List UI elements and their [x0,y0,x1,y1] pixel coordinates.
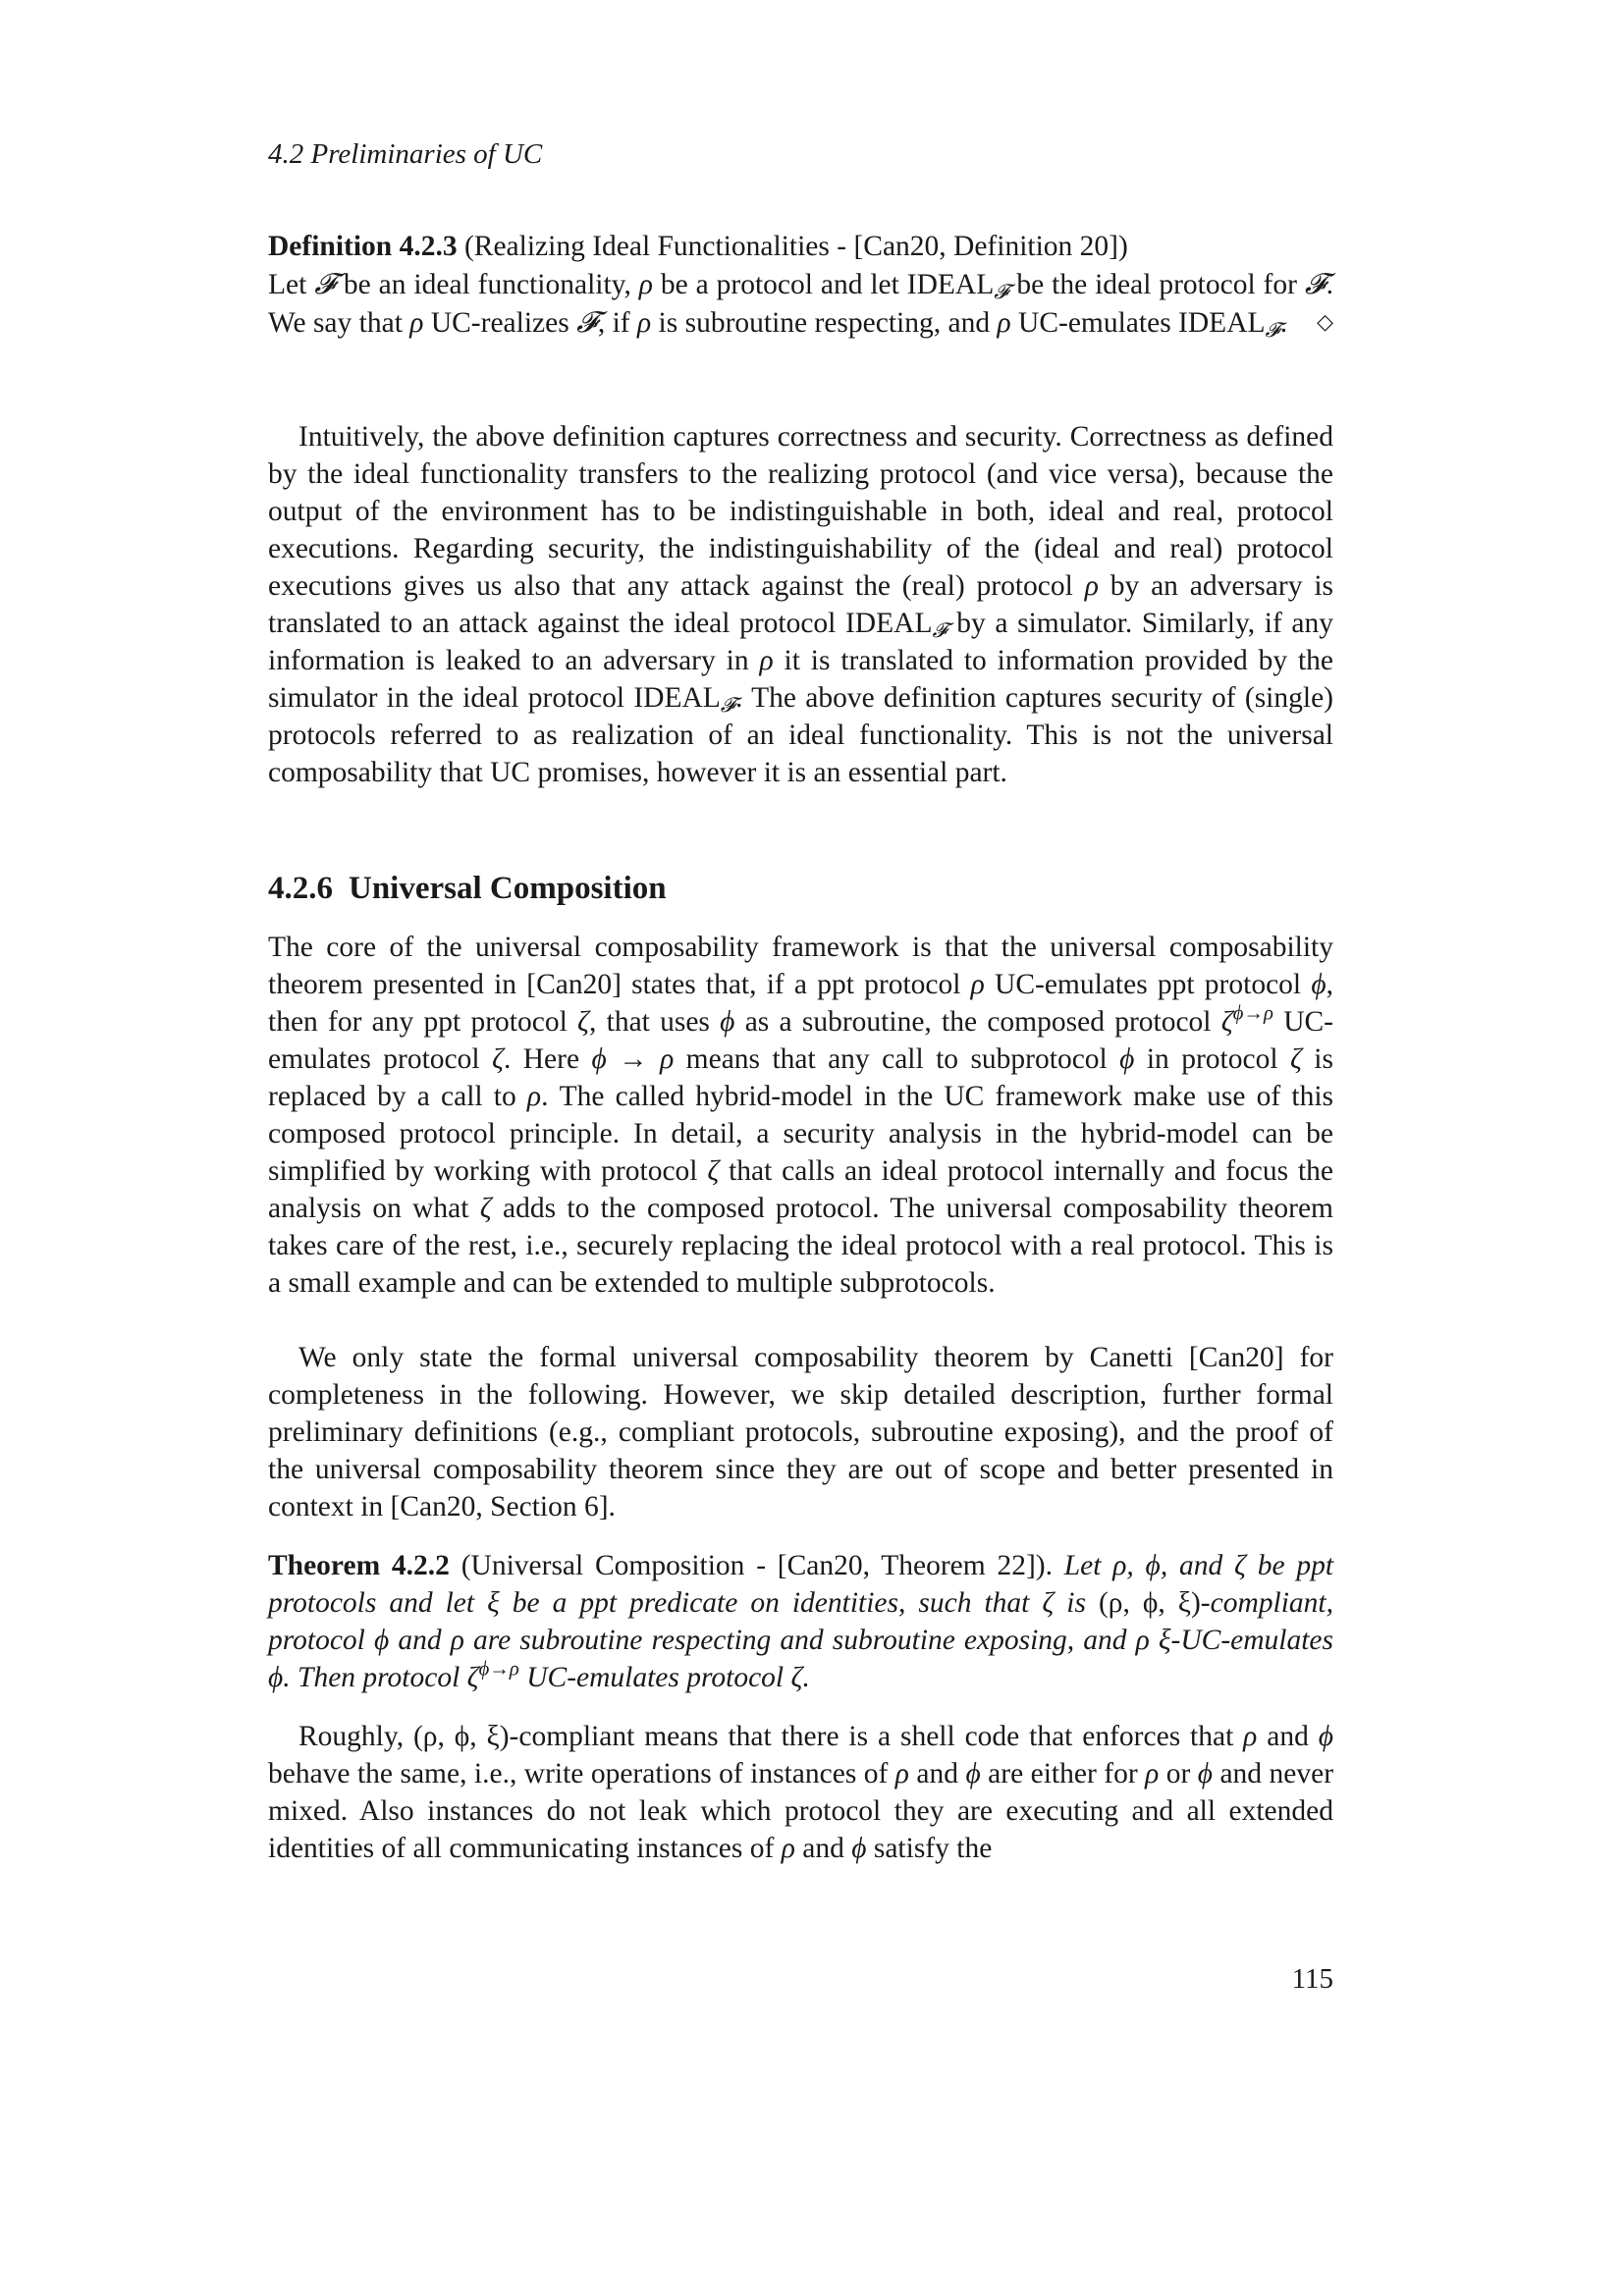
para-text: that calls an ideal protocol internally and focus the analysis on what [268,1155,1333,1224]
math-xi: ξ [1158,1625,1171,1656]
definition-end-mark: ◇ [1317,309,1333,334]
paragraph-intuition [268,418,1333,791]
para-text: Roughly, [298,1721,413,1752]
para-text: by a simulator. Similarly, if any information is leaked to an adversary in [268,608,1334,676]
definition-label: Definition 4.2.3 [268,231,458,262]
math-rho: ρ [1145,1758,1160,1789]
math-triple: (ρ, ϕ, ξ) [1098,1587,1201,1619]
thm-text: -compliant, protocol [268,1587,1333,1656]
math-F-sub: 𝓕 [720,693,736,718]
def-text: . We say that [268,269,1334,339]
math-rho: ρ [1243,1721,1258,1752]
thm-text: . Then protocol [283,1662,467,1693]
math-rho: ρ [637,307,652,339]
math-phi: ϕ [1197,1758,1214,1789]
math-zeta: ζ [1289,1043,1302,1075]
math-sup-phi-rho: ϕ→ρ [1232,1002,1273,1025]
math-sup-phi-rho: ϕ→ρ [478,1658,519,1681]
para-text: UC-emulates protocol [268,1006,1333,1075]
para-text: means that any call to subprotocol [674,1043,1120,1075]
math-rho: ρ [526,1081,542,1112]
thm-text: -UC-emulates [1170,1625,1334,1656]
math-zeta: ζ [1233,1550,1246,1581]
math-zeta: ζ [1042,1587,1055,1619]
math-rho: ρ [1084,570,1099,602]
para-text: behave the same, i.e., write operations of instances of [268,1758,895,1789]
thm-text: . [802,1662,810,1693]
para-text: and [1257,1721,1319,1752]
math-phi-to-rho: ϕ → ρ [591,1043,675,1075]
math-phi: ϕ [1318,1721,1333,1752]
para-text: . The called hybrid-model in the UC framework make use of this composed protocol principle. In detail, a security analysis in the hybrid-model can be simplified by working with protocol [268,1081,1333,1187]
thm-text: be ppt protocols and let [268,1550,1334,1619]
para-text: Intuitively, the above definition captures correctness and security. Correctness as defined by the ideal functionality transfers to the realizing protocol (and vice versa), because the output of the environment has to be indistinguishable in both, ideal and real, protocol executions. Regarding security, the indistinguishability of the (ideal and real) protocol executions gives us also that any attack against the (real) protocol [268,421,1333,602]
paragraph-roughly [268,1718,1333,1867]
math-rho: ρ [638,269,653,300]
def-text: be a protocol and let IDEAL [652,269,995,300]
section-number: 4.2.6 [268,871,333,906]
math-phi: ϕ [851,1833,867,1864]
math-phi: ϕ [1311,969,1326,1000]
theorem-label: Theorem 4.2.2 [268,1550,450,1581]
thm-text: be a ppt predicate on identities, such that [499,1587,1043,1619]
def-text: be the ideal protocol for [1008,269,1305,300]
math-phi: ϕ [965,1758,981,1789]
thm-text: is [1054,1587,1099,1619]
def-text: UC-realizes [423,307,577,339]
math-phi: ϕ [1119,1043,1135,1075]
definition-block [268,228,1333,342]
thm-text: Let [1053,1550,1113,1581]
definition-text [268,228,1333,342]
para-text: it is translated to information provided by the simulator in the ideal protocol IDEAL [268,645,1333,714]
thm-text: and [389,1625,451,1656]
math-zeta: ζ [1220,1006,1233,1038]
para-text: is replaced by a call to [268,1043,1333,1112]
page-number: 115 [1291,1963,1333,1995]
math-rho: ρ [759,645,774,676]
math-triple: (ρ, ϕ, ξ) [412,1721,510,1752]
math-F: 𝓕 [1304,267,1326,300]
math-phi: ϕ [268,1662,284,1693]
running-head: 4.2 Preliminaries of UC [268,138,543,170]
paragraph-text [268,929,1333,1302]
para-text: The core of the universal composability framework is that the universal composability theorem presented in [Can20] states that, if a ppt protocol [268,932,1333,1000]
math-F-sub: 𝓕 [1265,318,1280,343]
para-text: -compliant means that there is a shell code that enforces that [509,1721,1244,1752]
para-text: and never mixed. Also instances do not leak which protocol they are executing and all extended identities of all communicating instances of [268,1758,1334,1864]
def-text: is subroutine respecting, and [651,307,998,339]
thm-text: UC-emulates protocol [518,1662,791,1693]
para-text: or [1159,1758,1198,1789]
para-text: by an adversary is translated to an attack against the ideal protocol IDEAL [268,570,1333,639]
math-rho: ρ [1135,1625,1150,1656]
def-text: be an ideal functionality, [336,269,639,300]
math-rho: ρ [970,969,985,1000]
para-text: in protocol [1134,1043,1290,1075]
math-F-sub: 𝓕 [932,618,947,643]
para-text: , then for any ppt protocol [268,969,1333,1038]
para-text: . The above definition captures security of (single) protocols referred to as realization of an ideal functionality. This is not the universal composability that UC promises, however it is an essential part. [268,682,1333,788]
math-zeta: ζ [707,1155,720,1187]
section-heading [268,870,667,907]
math-F-sub: 𝓕 [994,280,1009,304]
math-rho: ρ [781,1833,795,1864]
math-rho: ρ [409,307,424,339]
def-text: . [1279,307,1288,339]
math-zeta: ζ [577,1006,589,1038]
math-F: 𝓕 [576,305,598,339]
paragraph-text [268,1718,1333,1867]
paragraph-core [268,929,1333,1302]
paragraph-statement [268,1339,1333,1525]
para-text: UC-emulates ppt protocol [984,969,1312,1000]
para-text: and [794,1833,852,1864]
theorem-title: (Universal Composition - [Can20, Theorem 22]). [460,1550,1053,1581]
math-rho: ρ [450,1625,464,1656]
math-phi: ϕ [373,1625,390,1656]
def-text: Let [268,269,315,300]
math-zeta: ζ [466,1662,479,1693]
para-text: as a subroutine, the composed protocol [734,1006,1221,1038]
theorem-text [268,1547,1333,1696]
theorem-block [268,1547,1333,1696]
math-rho-phi: ρ, ϕ [1112,1550,1161,1581]
paragraph-text [268,418,1333,791]
para-text: adds to the composed protocol. The universal composability theorem takes care of the rest, i.e., securely replacing the ideal protocol with a real protocol. This is a small example and can be extended to multiple subprotocols. [268,1193,1334,1299]
thm-text: are subroutine respecting and subroutine exposing, and [463,1625,1136,1656]
para-text: satisfy the [866,1833,993,1864]
para-text: , that uses [589,1006,721,1038]
def-text: UC-emulates IDEAL [1010,307,1266,339]
math-rho: ρ [894,1758,909,1789]
paragraph-text: We only state the formal universal composability theorem by Canetti [Can20] for completeness in the following. However, we skip detailed description, further formal preliminary definitions (e.g., compliant protocols, subroutine exposing), and the proof of the universal composability theorem since they are out of scope and better presented in context in [Can20, Section 6]. [268,1342,1333,1522]
math-zeta: ζ [492,1043,504,1075]
math-xi: ξ [487,1587,500,1619]
math-rho: ρ [997,307,1011,339]
math-phi: ϕ [720,1006,735,1038]
def-text: , if [597,307,637,339]
para-text: and [908,1758,966,1789]
math-zeta: ζ [790,1662,803,1693]
thm-text: , and [1160,1550,1234,1581]
para-text: are either for [980,1758,1146,1789]
definition-title: (Realizing Ideal Functionalities - [Can20, Definition 20]) [463,231,1128,262]
section-title: Universal Composition [349,871,667,906]
math-F: 𝓕 [314,267,337,300]
math-zeta: ζ [479,1193,492,1224]
para-text: . Here [503,1043,592,1075]
